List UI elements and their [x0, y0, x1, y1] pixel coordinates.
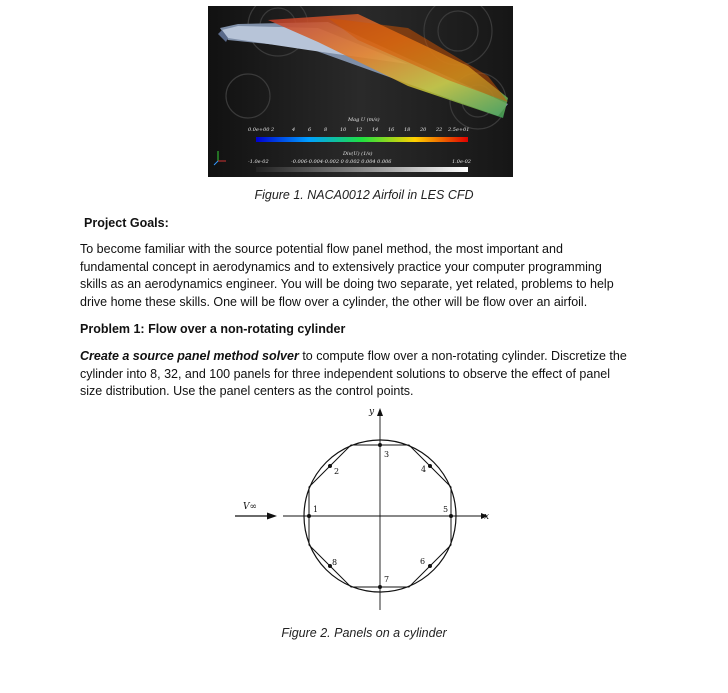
project-goals-line: To become familiar with the source potential flow panel method, the most important and	[80, 242, 563, 256]
colorbar-div-tick-labels: -0.006-0.004-0.002 0 0.002 0.004 0.006	[291, 159, 392, 165]
colorbar-u-tick-label: 4	[292, 127, 296, 133]
control-point-3	[378, 443, 382, 447]
colorbar-div-bar	[256, 167, 468, 172]
colorbar-div-min-label: -1.0e-02	[248, 159, 269, 165]
control-point-2	[328, 464, 332, 468]
colorbar-u-tick-label: 14	[372, 127, 379, 133]
colorbar-u-tick-label: 6	[308, 127, 312, 133]
control-point-4	[428, 464, 432, 468]
control-point-6	[428, 564, 432, 568]
problem-1-heading: Problem 1: Flow over a non-rotating cylinder	[80, 322, 346, 336]
problem-1-line-3: size distribution. Use the panel centers as the control points.	[80, 384, 414, 398]
project-goals-line: skills as an aerodynamics engineer. You will be doing two separate, yet related, problems to help	[80, 277, 614, 291]
control-point-7	[378, 585, 382, 589]
project-goals-line: fundamental concept in aerodynamics and to extensively practice your computer programming	[80, 259, 602, 274]
cfd-figure	[208, 6, 513, 177]
panel-label-3: 3	[384, 450, 390, 459]
freestream-arrow-head	[267, 513, 277, 520]
colorbar-u-tick-label: 10	[340, 127, 347, 133]
panel-label-8: 8	[332, 558, 338, 567]
control-point-1	[307, 514, 311, 518]
x-axis-label: x	[484, 512, 490, 522]
colorbar-div-title: Div(U) (1/s)	[343, 151, 373, 157]
colorbar-u-max-label: 2.5e+01	[448, 127, 470, 133]
panel-label-7: 7	[384, 575, 390, 584]
colorbar-u-tick-label: 18	[404, 127, 411, 133]
problem-1-line-1-rest: to compute flow over a non-rotating cylinder. Discretize the	[298, 349, 627, 363]
control-point-5	[449, 514, 453, 518]
project-goals-line: drive home these skills. One will be flow over a cylinder, the other will be flow over an airfoil.	[80, 294, 588, 309]
panel-label-4: 4	[421, 465, 427, 474]
problem-1-line-2: cylinder into 8, 32, and 100 panels for three independent solutions to observe the effect of panel	[80, 366, 610, 381]
colorbar-u-tick-label: 16	[388, 127, 395, 133]
problem-1-emphasis: Create a source panel method solver	[80, 349, 299, 363]
colorbar-u-tick-label: 22	[436, 127, 443, 133]
project-goals-heading: Project Goals:	[84, 216, 169, 230]
panel-label-2: 2	[334, 467, 340, 476]
problem-1-paragraph	[80, 348, 645, 401]
colorbar-u-tick-label: 20	[420, 127, 427, 133]
colorbar-u-min-label: 0.0e+00 2	[248, 127, 275, 133]
freestream-label: V∞	[243, 502, 257, 512]
colorbar-u-tick-label: 12	[356, 127, 363, 133]
colorbar-u-bar	[256, 137, 468, 142]
figure-2-caption: Figure 2. Panels on a cylinder	[281, 626, 447, 640]
panel-label-6: 6	[420, 557, 426, 566]
panel-label-1: 1	[313, 505, 319, 514]
project-goals-paragraph	[80, 241, 645, 311]
colorbar-div-max-label: 1.0e-02	[452, 159, 471, 165]
y-axis-label: y	[369, 407, 375, 417]
panel-label-5: 5	[443, 505, 449, 514]
panel-number-labels	[313, 450, 448, 584]
colorbar-u-tick-label: 8	[324, 127, 328, 133]
figure-1-caption: Figure 1. NACA0012 Airfoil in LES CFD	[254, 188, 474, 202]
colorbar-u-title: Mag U (m/s)	[348, 117, 380, 123]
cylinder-panel-diagram	[225, 402, 505, 617]
y-axis-arrow	[377, 408, 383, 416]
problem-1-line-1	[80, 348, 645, 366]
